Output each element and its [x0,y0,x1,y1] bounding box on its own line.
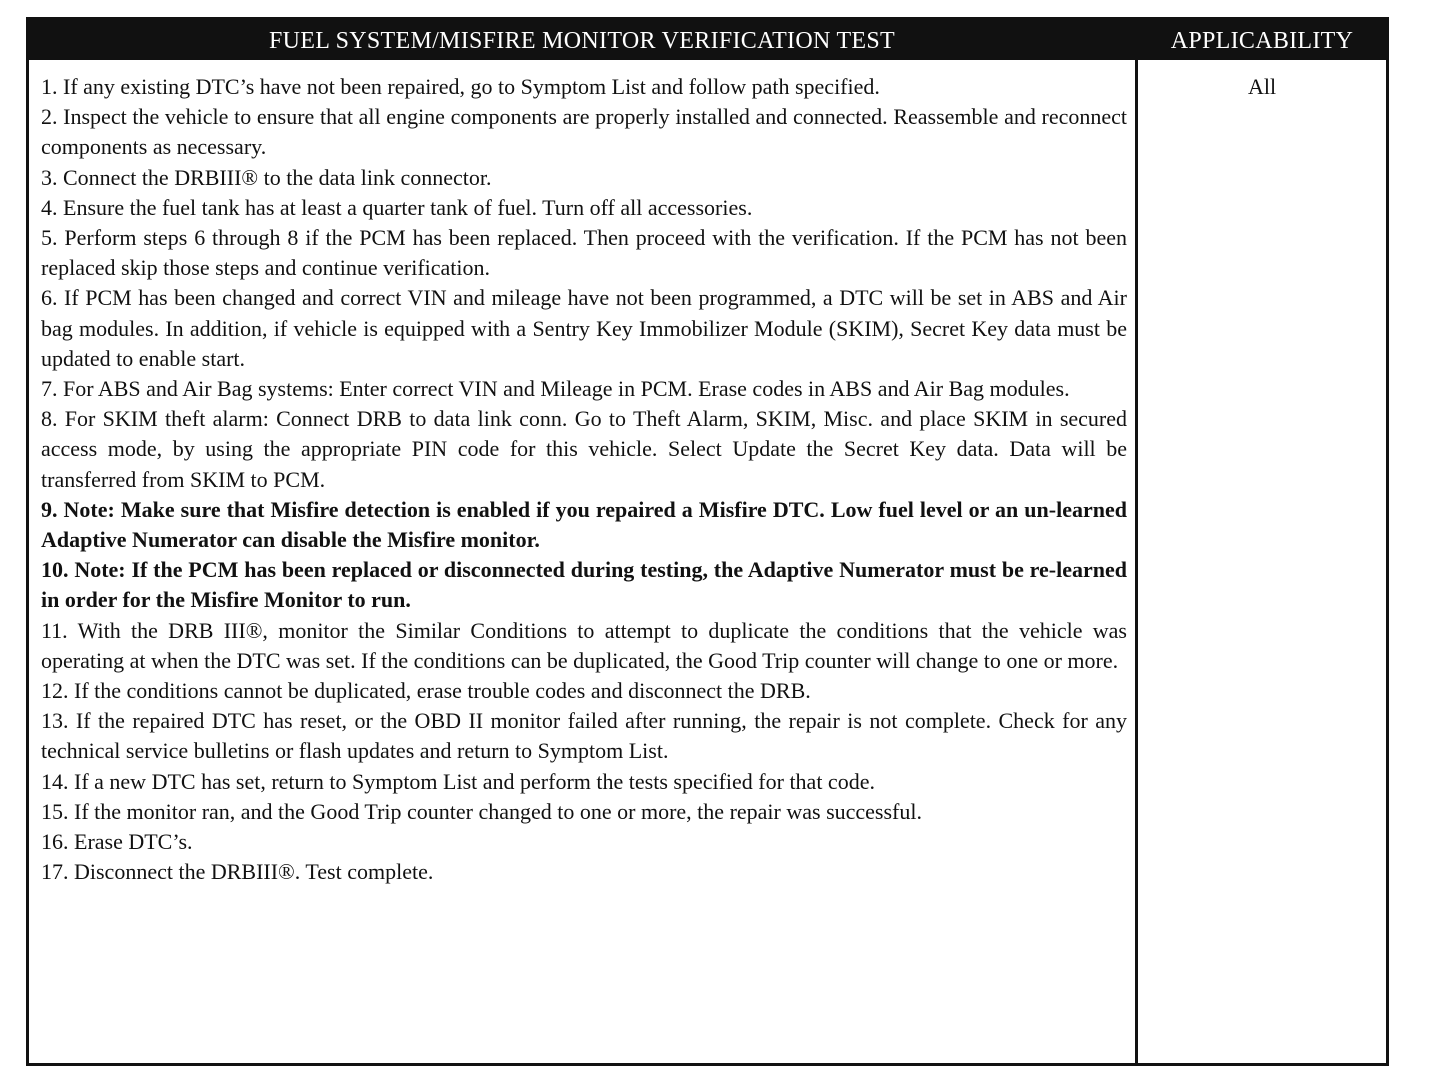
procedure-step: 3. Connect the DRBIII® to the data link connector. [41,164,492,190]
procedure-step: 7. For ABS and Air Bag systems: Enter correct VIN and Mileage in PCM. Erase codes in ABS and Air Bag modules. [41,376,1070,402]
procedure-step: 16. Erase DTC’s. [41,829,193,855]
procedure-step: 12. If the conditions cannot be duplicated, erase trouble codes and disconnect the DRB. [41,678,811,704]
procedure-step: 2. Inspect the vehicle to ensure that all engine components are properly installed and connected. Reassemble and reconnect components as necessary. [41,104,1127,160]
verification-test-table [26,17,1389,1066]
procedure-step: 9. Note: Make sure that Misfire detection is enabled if you repaired a Misfire DTC. Low fuel level or an un-learned Adaptive Numerator can disable the Misfire monitor. [41,496,1127,553]
procedure-step: 5. Perform steps 6 through 8 if the PCM has been replaced. Then proceed with the verification. If the PCM has not been replaced skip those steps and continue verification. [41,225,1127,281]
applicability-header: APPLICABILITY [1170,28,1354,54]
applicability-value: All [1247,74,1277,99]
procedure-step: 11. With the DRB III®, monitor the Similar Conditions to attempt to duplicate the conditions that the vehicle was operating at when the DTC was set. If the conditions can be duplicated, the Good Trip counter will change to one or more. [41,617,1127,673]
procedure-step: 14. If a new DTC has set, return to Symptom List and perform the tests specified for that code. [41,768,875,794]
procedure-step: 1. If any existing DTC’s have not been repaired, go to Symptom List and follow path specified. [41,74,880,99]
procedure-step: 4. Ensure the fuel tank has at least a quarter tank of fuel. Turn off all accessories. [41,194,753,220]
procedure-step: 17. Disconnect the DRBIII®. Test complete. [41,859,434,885]
table-header [29,20,1386,60]
procedure-step: 8. For SKIM theft alarm: Connect DRB to data link conn. Go to Theft Alarm, SKIM, Misc. and place SKIM in secured access mode, by using the appropriate PIN code for this vehicle. Select Update the Secret Key data. Data will be transferred from SKIM to PCM. [41,406,1127,492]
procedure-step: 13. If the repaired DTC has reset, or the OBD II monitor failed after running, the repair is not complete. Check for any technical service bulletins or flash updates and return to Symptom List. [41,708,1127,764]
column-divider [1135,20,1138,1063]
procedure-step: 6. If PCM has been changed and correct VIN and mileage have not been programmed, a DTC will be set in ABS and Air bag modules. In addition, if vehicle is equipped with a Sentry Key Immobilizer Module (SKIM), Secret Key data must be updated to enable start. [41,285,1127,371]
procedure-step: 15. If the monitor ran, and the Good Trip counter changed to one or more, the repair was successful. [41,798,922,824]
table-title: FUEL SYSTEM/MISFIRE MONITOR VERIFICATION TEST [268,28,895,54]
procedure-steps-list [41,72,1127,887]
procedure-step: 10. Note: If the PCM has been replaced or disconnected during testing, the Adaptive Numerator must be re-learned in order for the Misfire Monitor to run. [41,557,1127,613]
